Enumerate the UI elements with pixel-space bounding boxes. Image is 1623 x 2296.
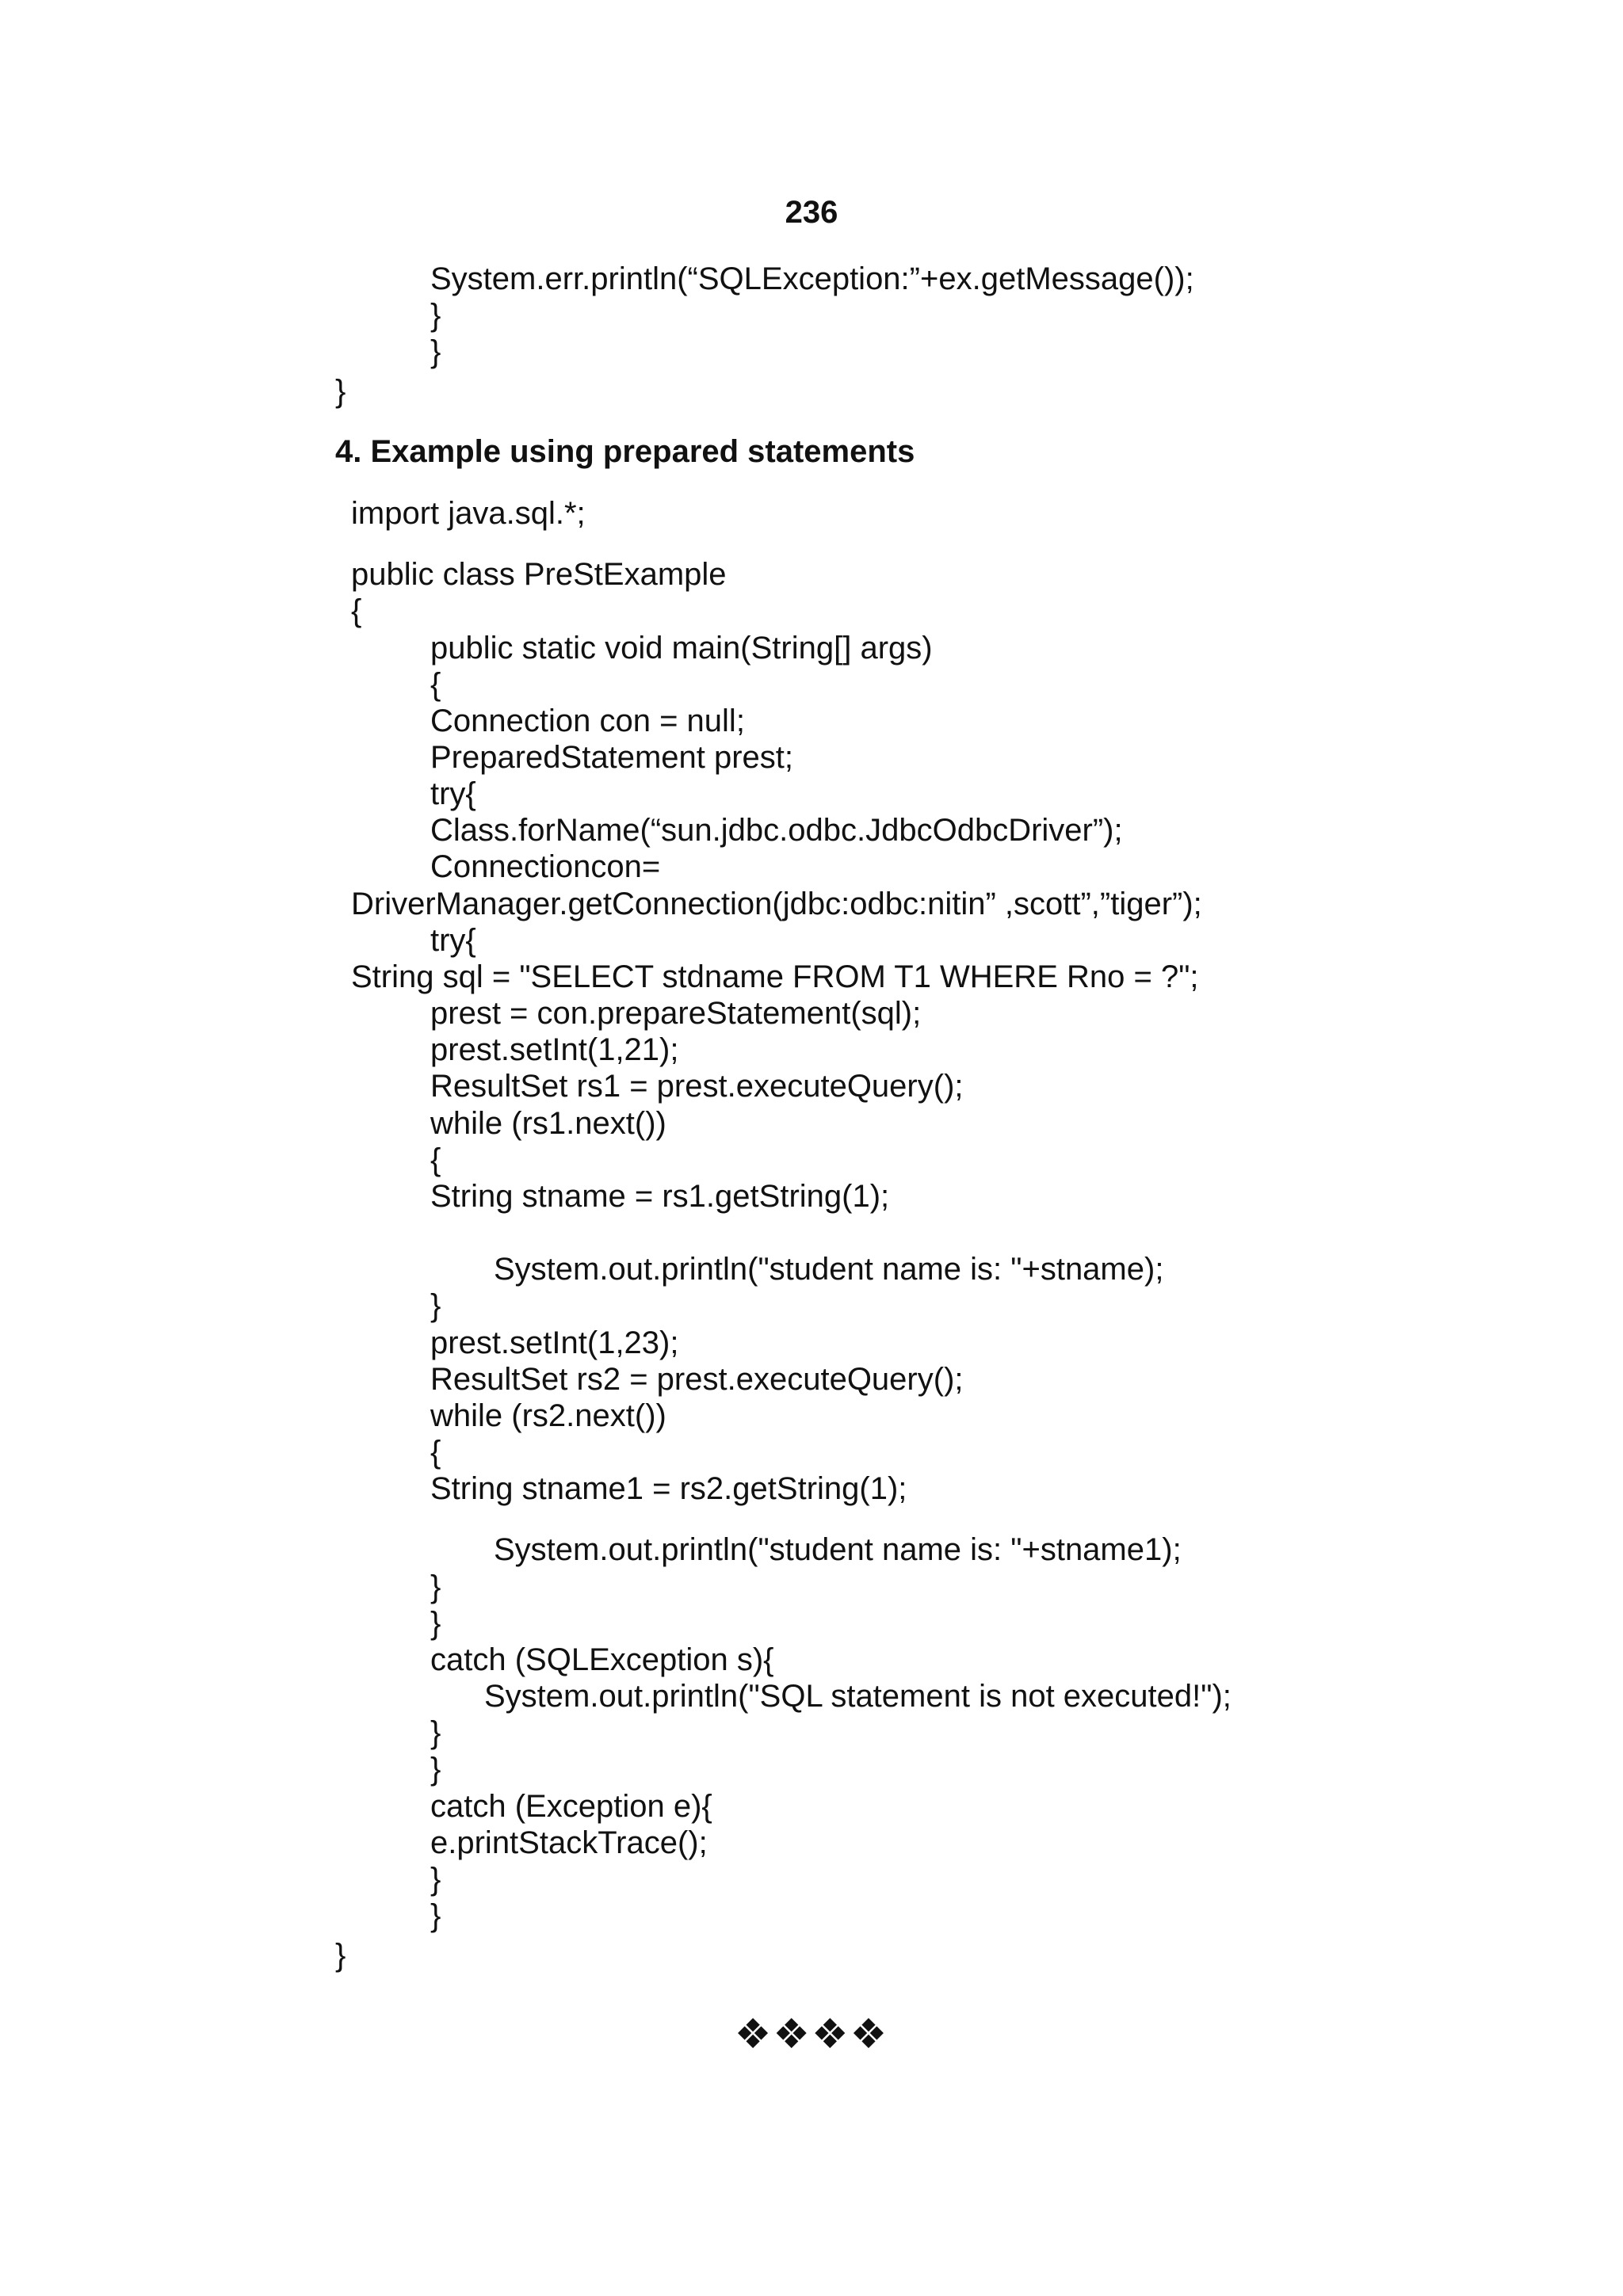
code-line: DriverManager.getConnection(jdbc:odbc:nitin” ,scott”,”tiger”); xyxy=(351,887,1202,921)
code-line: { xyxy=(351,593,362,628)
code-line: while (rs2.next()) xyxy=(430,1398,666,1433)
code-line: } xyxy=(430,1752,441,1787)
page-number: 236 xyxy=(785,195,838,230)
code-line: prest = con.prepareStatement(sql); xyxy=(430,996,922,1031)
code-line: import java.sql.*; xyxy=(351,496,586,531)
code-line: ResultSet rs1 = prest.executeQuery(); xyxy=(430,1069,964,1104)
code-line: prest.setInt(1,23); xyxy=(430,1325,679,1360)
code-line: catch (Exception e){ xyxy=(430,1789,712,1824)
code-line: } xyxy=(335,374,346,409)
section-heading: 4. Example using prepared statements xyxy=(335,434,915,469)
code-line: System.out.println("SQL statement is not executed!"); xyxy=(484,1679,1232,1714)
code-line: { xyxy=(430,1142,441,1177)
code-line: try{ xyxy=(430,776,476,811)
code-line: } xyxy=(430,298,441,333)
code-line: Connection con = null; xyxy=(430,704,745,738)
code-line: Connectioncon= xyxy=(430,849,661,884)
code-line: catch (SQLException s){ xyxy=(430,1642,774,1677)
code-line: String stname1 = rs2.getString(1); xyxy=(430,1471,907,1506)
code-line: } xyxy=(430,334,441,369)
code-line: } xyxy=(430,1606,441,1641)
code-line: } xyxy=(430,1288,441,1323)
code-line: while (rs1.next()) xyxy=(430,1106,666,1141)
code-line: String sql = "SELECT stdname FROM T1 WHERE Rno = ?"; xyxy=(351,959,1199,994)
code-line: public class PreStExample xyxy=(351,557,727,592)
code-line: } xyxy=(430,1569,441,1604)
code-line: prest.setInt(1,21); xyxy=(430,1032,679,1067)
code-line: System.out.println("student name is: "+stname); xyxy=(494,1252,1164,1287)
code-line: Class.forName(“sun.jdbc.odbc.JdbcOdbcDriver”); xyxy=(430,813,1123,848)
code-line: { xyxy=(430,1435,441,1470)
code-line: System.err.println(“SQLException:”+ex.getMessage()); xyxy=(430,261,1194,296)
code-line: } xyxy=(430,1862,441,1897)
code-line: e.printStackTrace(); xyxy=(430,1825,708,1860)
code-line: } xyxy=(430,1898,441,1933)
code-line: { xyxy=(430,667,441,702)
code-line: String stname = rs1.getString(1); xyxy=(430,1179,890,1214)
code-line: ResultSet rs2 = prest.executeQuery(); xyxy=(430,1362,964,1397)
section-end-ornament: ❖❖❖❖ xyxy=(734,2011,889,2058)
code-line: public static void main(String[] args) xyxy=(430,631,933,666)
code-line: System.out.println("student name is: "+stname1); xyxy=(494,1532,1182,1567)
code-line: } xyxy=(335,1938,346,1973)
code-line: PreparedStatement prest; xyxy=(430,740,794,775)
code-line: try{ xyxy=(430,923,476,958)
code-line: } xyxy=(430,1715,441,1750)
